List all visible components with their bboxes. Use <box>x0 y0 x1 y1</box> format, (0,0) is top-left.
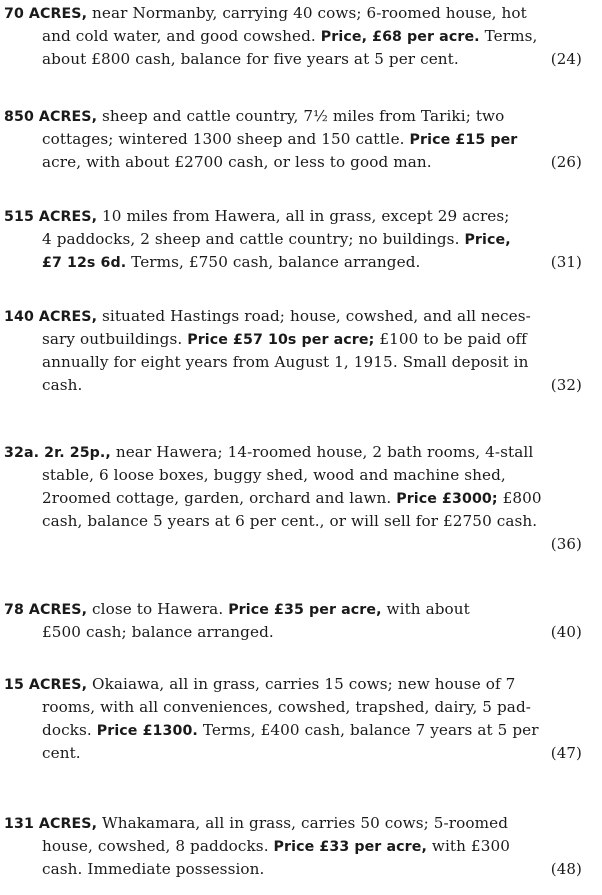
listing-line <box>4 696 582 719</box>
listing-line <box>4 510 582 533</box>
listing-text: sary outbuildings. <box>42 330 188 348</box>
listing-text-continued: Terms, <box>479 27 538 45</box>
listing-text: rooms, with all conveniences, cowshed, trapshed, dairy, 5 pad- <box>42 698 532 716</box>
listing-heading: ACRES, <box>38 109 98 125</box>
acreage: 140 <box>4 309 34 325</box>
listing-line <box>4 228 582 251</box>
reference-number: (47) <box>550 744 582 762</box>
listing-text: situated Hastings road; house, cowshed, and all neces- <box>97 307 531 325</box>
listing-text: stable, 6 loose boxes, buggy shed, wood and machine shed, <box>42 466 506 484</box>
listing-line <box>4 205 582 228</box>
listing-line <box>4 128 582 151</box>
listing-line <box>4 441 582 464</box>
acreage: 850 <box>4 109 34 125</box>
reference-number: (26) <box>550 153 582 171</box>
listing-text: acre, with about £2700 cash, or less to good man. <box>42 153 432 171</box>
listing-text: cottages; wintered 1300 sheep and 150 cattle. <box>42 130 410 148</box>
price-text: Price £57 10s per acre; <box>187 332 375 348</box>
price-text: Price £15 per <box>409 132 518 148</box>
listing-text-continued: £800 <box>497 489 542 507</box>
price-text: Price £3000; <box>396 491 498 507</box>
acreage: 515 <box>4 209 34 225</box>
listing-text: Whakamara, all in grass, carries 50 cows; 5-roomed <box>97 814 509 832</box>
listing-line <box>4 305 582 328</box>
listing-heading: ACRES, <box>38 309 98 325</box>
listing-line <box>4 858 582 881</box>
property-listing <box>4 205 582 274</box>
listing-line <box>4 251 582 274</box>
property-listing <box>4 673 582 765</box>
listing-text: annually for eight years from August 1, 1915. Small deposit in <box>42 353 529 371</box>
listing-text: house, cowshed, 8 paddocks. <box>42 837 274 855</box>
listing-text: near Hawera; 14-roomed house, 2 bath rooms, 4-stall <box>110 443 534 461</box>
listing-line <box>4 812 582 835</box>
listing-line <box>4 105 582 128</box>
listing-line <box>4 621 582 644</box>
price-text: Price £33 per acre, <box>273 839 427 855</box>
listing-text: about £800 cash, balance for five years at 5 per cent. <box>42 50 459 68</box>
listing-line <box>4 598 582 621</box>
listing-heading: ACRES, <box>28 677 88 693</box>
listing-text-continued: £100 to be paid off <box>374 330 527 348</box>
listing-text: Okaiawa, all in grass, carries 15 cows; new house of 7 <box>87 675 516 693</box>
listing-line <box>4 742 582 765</box>
reference-number: (48) <box>550 860 582 878</box>
listing-line <box>4 374 582 397</box>
property-listing <box>4 305 582 397</box>
price-text: Price, <box>464 232 511 248</box>
listing-text-continued: Terms, £400 cash, balance 7 years at 5 per <box>197 721 539 739</box>
listing-text: and cold water, and good cowshed. <box>42 27 321 45</box>
listing-text: sheep and cattle country, 7½ miles from Tariki; two <box>97 107 505 125</box>
listing-text: docks. <box>42 721 97 739</box>
acreage: 32a. 2r. 25p., <box>4 445 111 461</box>
listing-line <box>4 2 582 25</box>
reference-number: (36) <box>550 535 582 553</box>
listing-line <box>4 487 582 510</box>
listing-text: 4 paddocks, 2 sheep and cattle country; no buildings. <box>42 230 465 248</box>
listing-text-continued: with £300 <box>426 837 510 855</box>
listing-line <box>4 328 582 351</box>
price-text: Price £1300. <box>96 723 198 739</box>
price-text: Price, £68 per acre. <box>320 29 480 45</box>
reference-number: (24) <box>550 50 582 68</box>
property-listing <box>4 2 582 71</box>
listing-line <box>4 719 582 742</box>
listing-text: cent. <box>42 744 81 762</box>
listing-line <box>4 835 582 858</box>
listing-heading: ACRES, <box>38 209 98 225</box>
listing-line <box>4 533 582 556</box>
listing-text: near Normanby, carrying 40 cows; 6-roomed house, hot <box>87 4 527 22</box>
property-listing <box>4 105 582 174</box>
listing-text: cash. <box>42 376 83 394</box>
listing-heading: ACRES, <box>28 602 88 618</box>
listing-heading: ACRES, <box>28 6 88 22</box>
price-text: £7 12s 6d. <box>42 255 127 271</box>
reference-number: (31) <box>550 253 582 271</box>
listing-line <box>4 464 582 487</box>
acreage: 78 <box>4 602 24 618</box>
listing-line <box>4 351 582 374</box>
acreage: 15 <box>4 677 24 693</box>
listing-text: close to Hawera. <box>87 600 229 618</box>
listing-text: cash. Immediate possession. <box>42 860 265 878</box>
property-listing <box>4 598 582 644</box>
listing-text: 2roomed cottage, garden, orchard and lawn. <box>42 489 397 507</box>
listing-heading: ACRES, <box>38 816 98 832</box>
acreage: 70 <box>4 6 24 22</box>
acreage: 131 <box>4 816 34 832</box>
listing-text: £500 cash; balance arranged. <box>42 623 274 641</box>
listing-text-continued: with about <box>381 600 470 618</box>
reference-number: (40) <box>550 623 582 641</box>
listing-line <box>4 25 582 48</box>
property-listing <box>4 441 582 556</box>
listing-line <box>4 48 582 71</box>
listing-text: cash, balance 5 years at 6 per cent., or will sell for £2750 cash. <box>42 512 538 530</box>
listing-line <box>4 673 582 696</box>
reference-number: (32) <box>550 376 582 394</box>
listing-line <box>4 151 582 174</box>
listing-text: 10 miles from Hawera, all in grass, except 29 acres; <box>97 207 510 225</box>
listing-text: Terms, £750 cash, balance arranged. <box>126 253 421 271</box>
property-listing <box>4 812 582 881</box>
price-text: Price £35 per acre, <box>228 602 382 618</box>
